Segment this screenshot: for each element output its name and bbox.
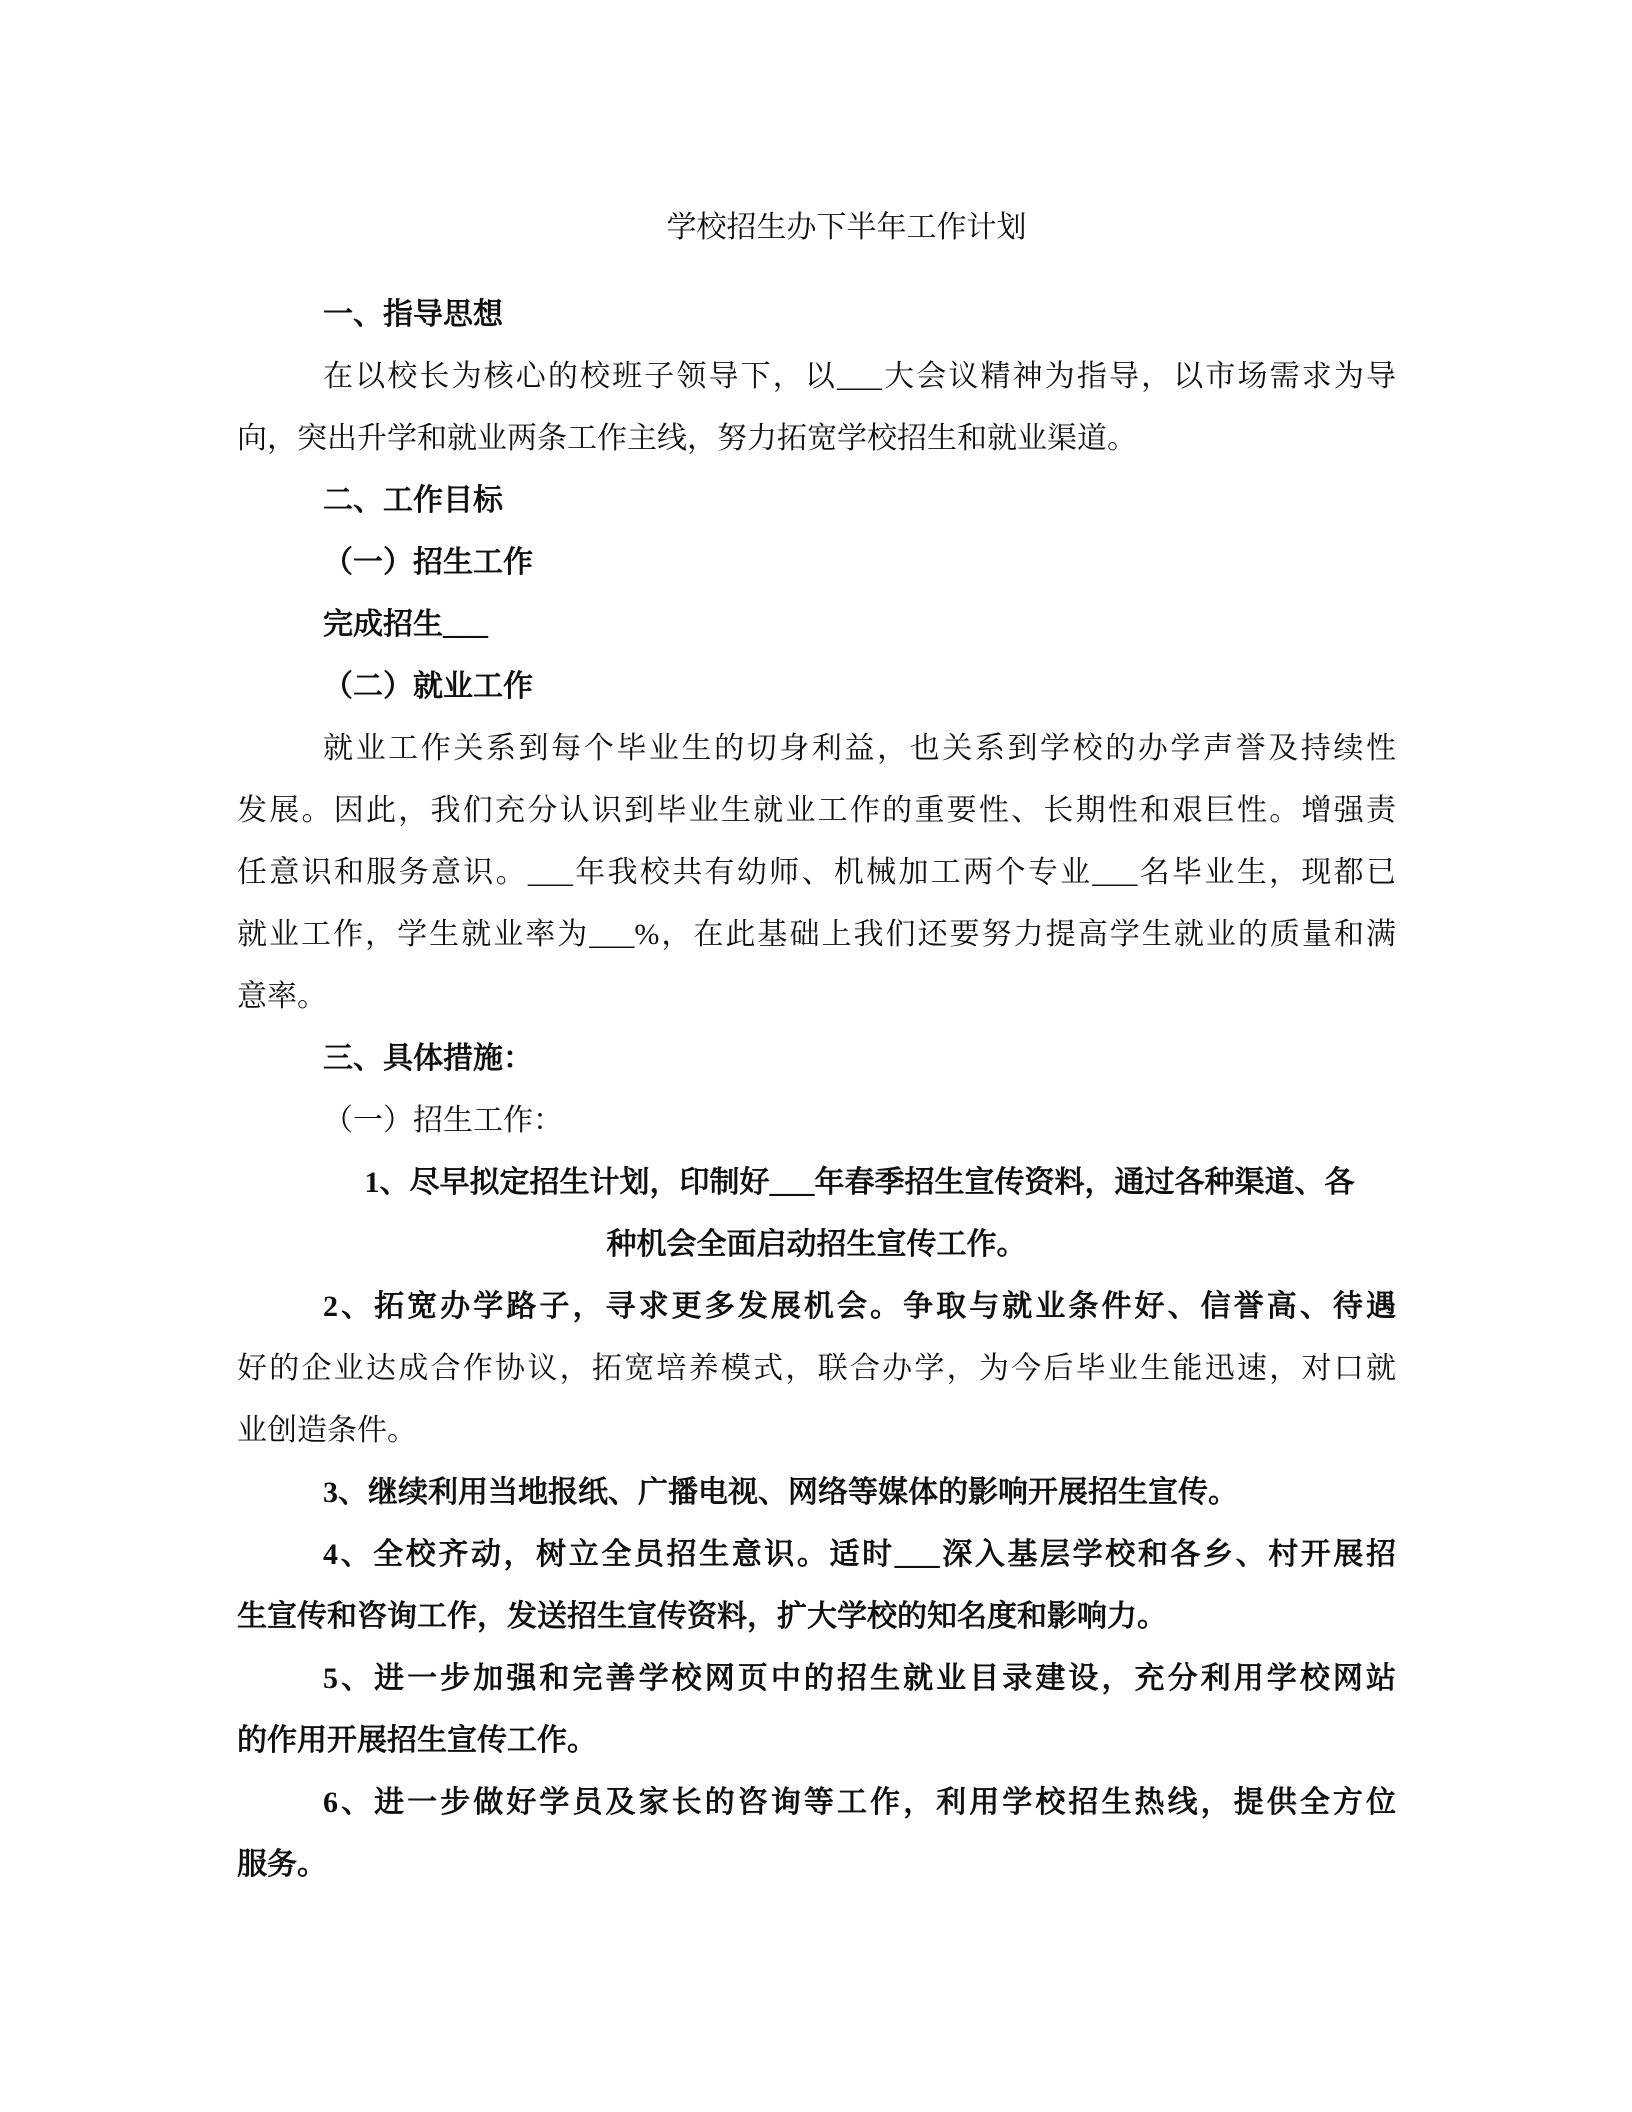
document-line: 就业工作关系到每个毕业生的切身利益，也关系到学校的办学声誉及持续性: [323, 732, 1396, 765]
document-line: 业创造条件。: [237, 1414, 417, 1447]
document-line: 4、全校齐动，树立全员招生意识。适时___深入基层学校和各乡、村开展招: [323, 1538, 1396, 1571]
document-line: 任意识和服务意识。___年我校共有幼师、机械加工两个专业___名毕业生，现都已: [237, 856, 1396, 889]
document-line: 三、具体措施：: [323, 1042, 533, 1075]
document-title: 学校招生办下半年工作计划: [666, 211, 1027, 244]
document-line: 发展。因此，我们充分认识到毕业生就业工作的重要性、长期性和艰巨性。增强责: [237, 794, 1396, 827]
document-line: 2、拓宽办学路子，寻求更多发展机会。争取与就业条件好、信誉高、待遇: [323, 1290, 1396, 1323]
document-line: 1、尽早拟定招生计划，印制好___年春季招生宣传资料，通过各种渠道、各: [364, 1166, 1355, 1199]
document-line: （二）就业工作: [323, 670, 533, 703]
document-line: 生宣传和咨询工作，发送招生宣传资料，扩大学校的知名度和影响力。: [237, 1600, 1167, 1633]
document-line: （一）招生工作: [323, 546, 533, 579]
document-line: 在以校长为核心的校班子领导下，以___大会议精神为指导，以市场需求为导: [323, 360, 1396, 393]
document-line: 服务。: [237, 1848, 327, 1881]
document-line: （一）招生工作：: [323, 1104, 563, 1137]
document-body: [237, 284, 1396, 1896]
document-line: 5、进一步加强和完善学校网页中的招生就业目录建设，充分利用学校网站: [323, 1662, 1396, 1695]
document-line: 好的企业达成合作协议，拓宽培养模式，联合办学，为今后毕业生能迅速，对口就: [237, 1352, 1396, 1385]
document-line: 6、进一步做好学员及家长的咨询等工作，利用学校招生热线，提供全方位: [323, 1786, 1396, 1819]
document-line: 一、指导思想: [323, 298, 503, 331]
document-line: 向，突出升学和就业两条工作主线，努力拓宽学校招生和就业渠道。: [237, 422, 1137, 455]
document-line: 意率。: [237, 980, 327, 1013]
document-line: 二、工作目标: [323, 484, 503, 517]
document-line: 种机会全面启动招生宣传工作。: [606, 1228, 1027, 1261]
document-line: 完成招生___: [323, 608, 488, 641]
document-line: 的作用开展招生宣传工作。: [237, 1724, 597, 1757]
document-line: 就业工作，学生就业率为___%，在此基础上我们还要努力提高学生就业的质量和满: [237, 918, 1396, 951]
document-line: 3、继续利用当地报纸、广播电视、网络等媒体的影响开展招生宣传。: [323, 1476, 1238, 1509]
